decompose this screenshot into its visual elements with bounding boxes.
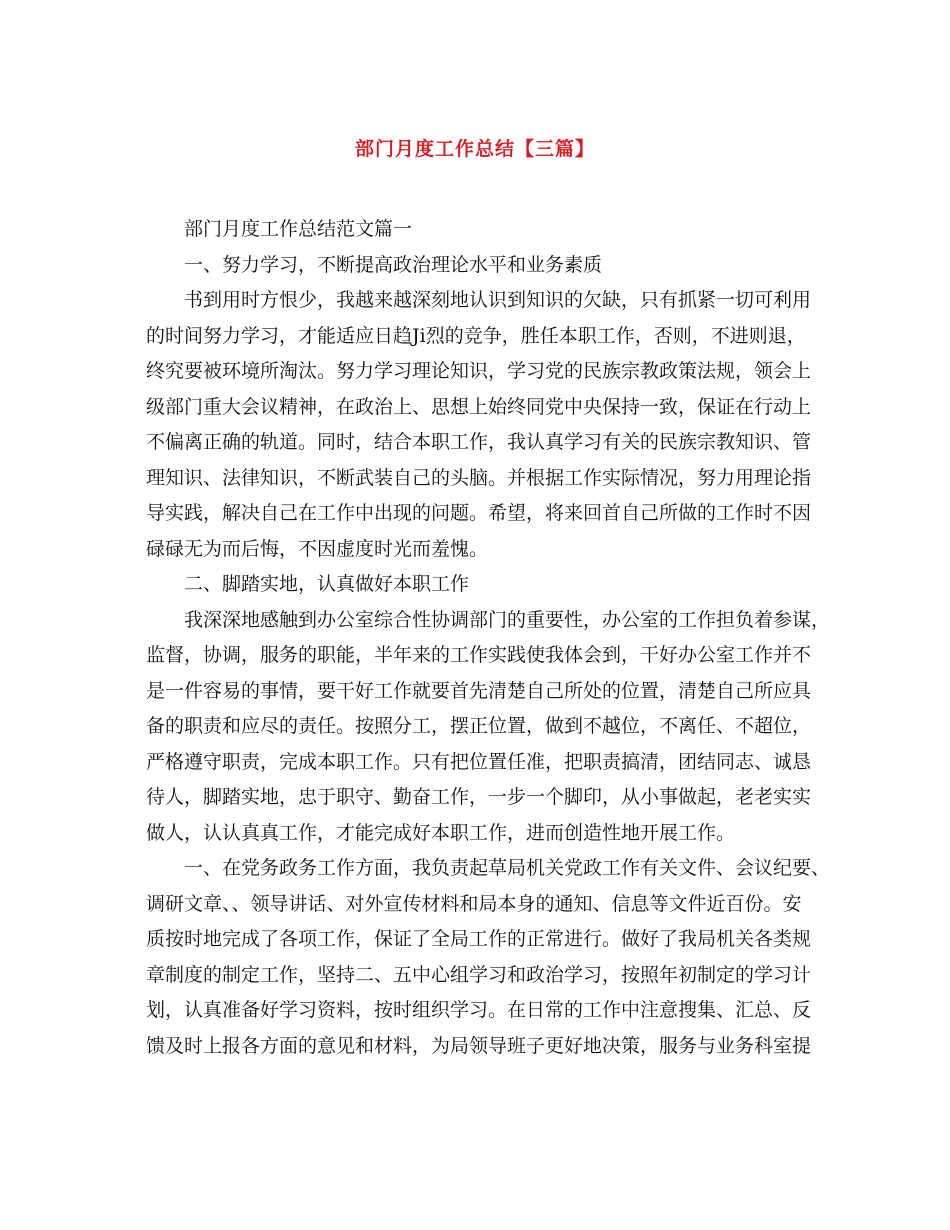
- body-line: 碌碌无为而后悔，不因虚度时光而羞愧。: [146, 537, 489, 560]
- body-line: 监督，协调，服务的职能，半年来的工作实践使我体会到，干好办公室工作并不: [146, 644, 812, 666]
- body-line: 划，认真准备好学习资料，按时组织学习。在日常的工作中注意搜集、汇总、反: [146, 999, 812, 1021]
- body-line: 不偏离正确的轨道。同时，结合本职工作，我认真学习有关的民族宗教知识、管: [146, 431, 812, 453]
- body-line: 书到用时方恨少，我越来越深刻地认识到知识的欠缺，只有抓紧一切可利用: [184, 289, 812, 311]
- body-line: 部门月度工作总结范文篇一: [184, 218, 413, 240]
- body-line: 一、在党务政务工作方面，我负责起草局机关党政工作有关文件、会议纪要、: [184, 857, 831, 879]
- body-line: 理知识、法律知识，不断武装自己的头脑。并根据工作实际情况，努力用理论指: [146, 466, 812, 489]
- body-line: 严格遵守职责，完成本职工作。只有把位置任准，把职责搞清，团结同志、诚恳: [146, 750, 812, 773]
- body-line: 的时间努力学习，才能适应日趋Ji烈的竞争，胜任本职工作，否则，不进则退，: [146, 324, 806, 347]
- document-body: [146, 212, 831, 1064]
- body-line: 馈及时上报各方面的意见和材料，为局领导班子更好地决策，服务与业务科室提: [146, 1034, 812, 1057]
- body-line: 终究要被环境所淘汰。努力学习理论知识，学习党的民族宗教政策法规，领会上: [146, 360, 812, 382]
- section-heading: 二、脚踏实地，认真做好本职工作: [184, 573, 470, 595]
- body-line: 是一件容易的事情，要干好工作就要首先清楚自己所处的位置，清楚自己所应具: [146, 679, 812, 702]
- body-line: 质按时地完成了各项工作，保证了全局工作的正常进行。做好了我局机关各类规: [146, 928, 812, 950]
- body-line: 级部门重大会议精神，在政治上、思想上始终同党中央保持一致，保证在行动上: [146, 395, 812, 418]
- body-line: 章制度的制定工作，坚持二、五中心组学习和政治学习，按照年初制定的学习计: [146, 963, 812, 986]
- document-title: 部门月度工作总结【三篇】: [354, 138, 595, 160]
- section-heading: 一、努力学习，不断提高政治理论水平和业务素质: [184, 253, 603, 276]
- body-line: 待人，脚踏实地，忠于职守、勤奋工作，一步一个脚印，从小事做起，老老实实: [146, 786, 812, 808]
- body-line: 做人，认认真真工作，才能完成好本职工作，进而创造性地开展工作。: [146, 821, 736, 844]
- body-line: 备的职责和应尽的责任。按照分工，摆正位置，做到不越位，不离任、不超位，: [146, 715, 812, 737]
- body-line: 我深深地感触到办公室综合性协调部门的重要性，办公室的工作担负着参谋，: [184, 608, 831, 631]
- body-line: 调研文章、、领导讲话、对外宣传材料和局本身的通知、信息等文件近百份。安: [146, 892, 802, 915]
- body-line: 导实践，解决自己在工作中出现的问题。希望，将来回首自己所做的工作时不因: [146, 502, 812, 524]
